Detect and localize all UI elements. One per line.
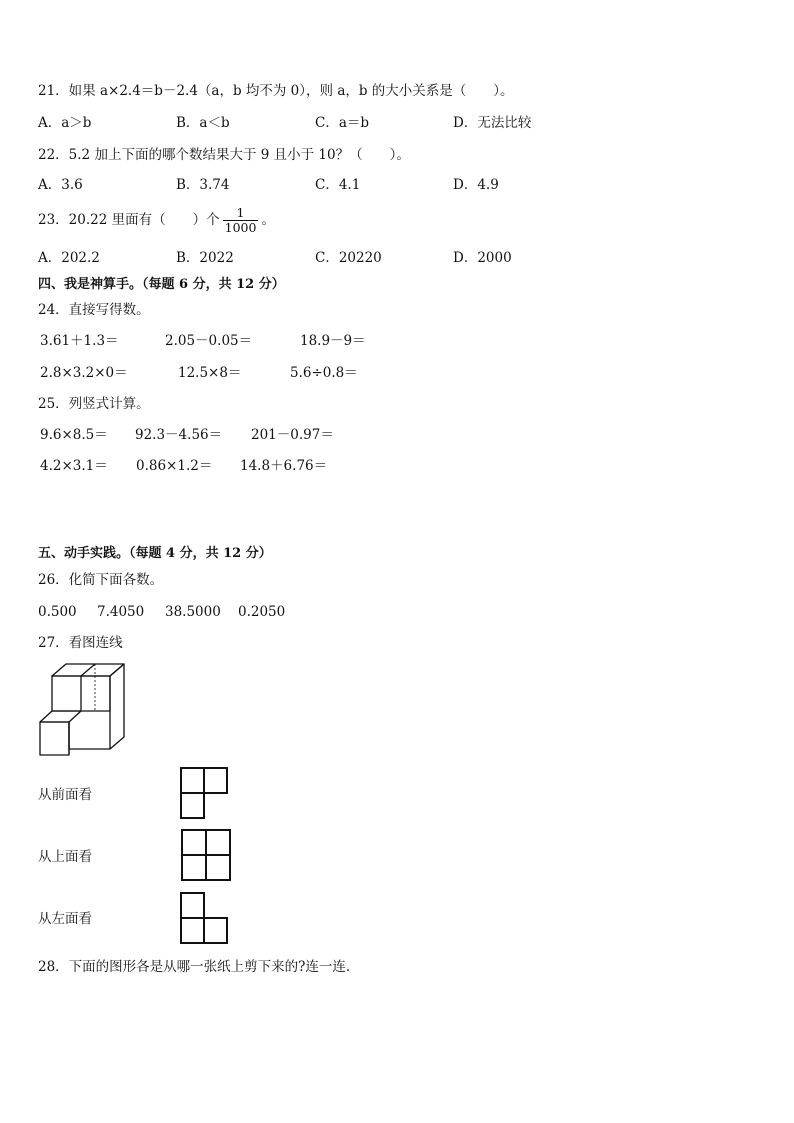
q21-option-b: B．a＜b [176, 115, 230, 131]
q25-expr-3: 201－0.97＝ [251, 427, 334, 443]
q24-expr-2: 2.05－0.05＝ [165, 333, 253, 349]
q24-expr-6: 5.6÷0.8＝ [290, 365, 358, 381]
q23-stem-suffix: 。 [261, 212, 275, 228]
q25-expr-6: 14.8＋6.76＝ [240, 458, 328, 474]
q24-expr-5: 12.5×8＝ [178, 365, 242, 381]
q25-expr-4: 4.2×3.1＝ [40, 458, 108, 474]
q22-option-d: D．4.9 [453, 177, 499, 193]
q23-stem [38, 202, 275, 238]
q26-number-4: 0.2050 [238, 604, 286, 620]
view-label-left: 从左面看 [38, 911, 92, 927]
q23-option-a: A．202.2 [38, 250, 100, 266]
q23-fraction [223, 206, 259, 235]
q23-fraction-numerator: 1 [236, 205, 245, 220]
q23-option-d: D．2000 [453, 250, 512, 266]
q22-option-c: C．4.1 [315, 177, 361, 193]
view-label-top: 从上面看 [38, 849, 92, 865]
view-label-front: 从前面看 [38, 787, 92, 803]
q26-number-1: 0.500 [38, 604, 77, 620]
q24-expr-4: 2.8×3.2×0＝ [40, 365, 128, 381]
block-solid-figure [38, 662, 130, 758]
q25-expr-1: 9.6×8.5＝ [40, 427, 108, 443]
q21-option-d: D．无法比较 [453, 115, 532, 131]
q23-stem-prefix: 23．20.22 里面有（ ）个 [38, 212, 220, 228]
q25-expr-2: 92.3－4.56＝ [135, 427, 223, 443]
section-5-title: 五、动手实践。（每题 4 分，共 12 分） [38, 546, 272, 561]
q26-number-2: 7.4050 [97, 604, 145, 620]
q22-option-b: B．3.74 [176, 177, 230, 193]
q24-expr-1: 3.61＋1.3＝ [40, 333, 119, 349]
q21-stem: 21．如果 a×2.4＝b－2.4（a，b 均不为 0），则 a，b 的大小关系是（ ）。 [38, 83, 514, 99]
q21-option-c: C．a＝b [315, 115, 370, 131]
view-shape-l-top-right[interactable] [180, 767, 230, 821]
q22-option-a: A．3.6 [38, 177, 83, 193]
q21-option-a: A．a＞b [38, 115, 92, 131]
q22-stem: 22．5.2 加上下面的哪个数结果大于 9 且小于 10？（ ）。 [38, 147, 410, 163]
q24-expr-3: 18.9－9＝ [300, 333, 366, 349]
q28-stem: 28．下面的图形各是从哪一张纸上剪下来的?连一连. [38, 959, 351, 975]
view-shape-square-grid[interactable] [181, 829, 233, 883]
q26-stem: 26．化简下面各数。 [38, 572, 164, 588]
q27-stem: 27．看图连线 [38, 635, 123, 651]
q26-number-3: 38.5000 [165, 604, 221, 620]
view-shape-l-bottom-right[interactable] [180, 892, 230, 946]
q23-option-b: B．2022 [176, 250, 234, 266]
q25-expr-5: 0.86×1.2＝ [136, 458, 213, 474]
q23-fraction-denominator: 1000 [224, 220, 257, 235]
q25-stem: 25．列竖式计算。 [38, 396, 150, 412]
q24-stem: 24．直接写得数。 [38, 302, 150, 318]
q23-option-c: C．20220 [315, 250, 382, 266]
section-4-title: 四、我是神算手。（每题 6 分，共 12 分） [38, 277, 285, 292]
